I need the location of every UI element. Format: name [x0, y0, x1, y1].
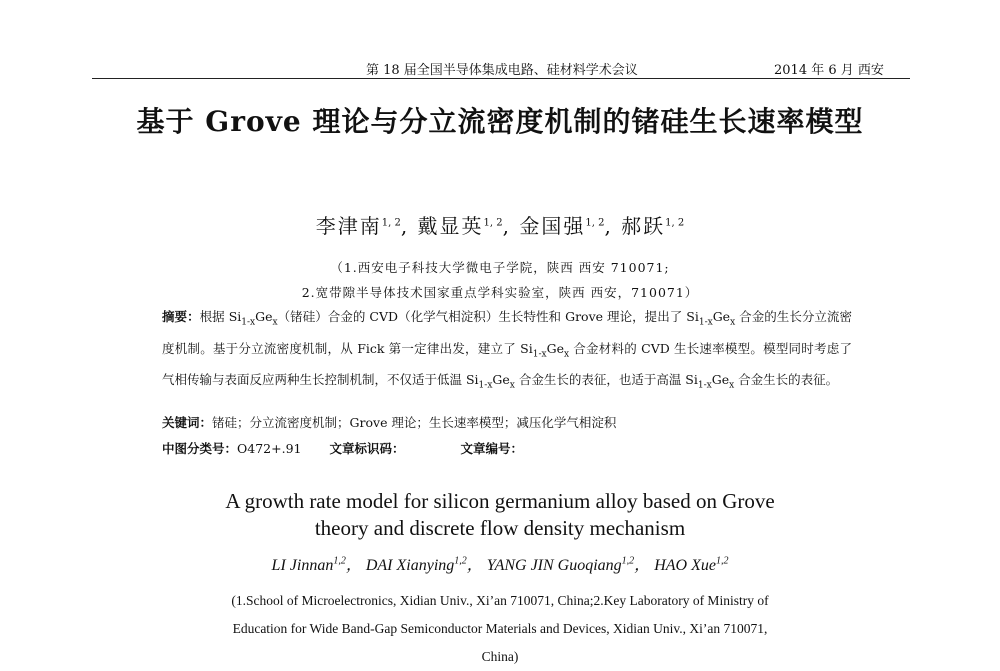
header-rule: [92, 78, 910, 79]
conference-date-place: 2014 年 6 月 西安: [774, 63, 884, 78]
author-name: LI Jinnan: [271, 557, 334, 574]
english-affiliation: [150, 587, 850, 671]
author-name: 李津南: [315, 214, 382, 238]
english-affiliation-line-3: China): [481, 649, 519, 664]
author-affiliation-mark: 1,2: [454, 555, 467, 567]
author-affiliation-mark: 1,2: [333, 555, 346, 567]
author-affiliation-mark: 1, 2: [585, 217, 605, 229]
subscript: x: [563, 349, 570, 359]
author-affiliation-mark: 1, 2: [665, 217, 685, 229]
chinese-title: 基于 Grove 理论与分立流密度机制的锗硅生长速率模型: [136, 105, 864, 138]
author-name: 金国强: [519, 214, 586, 238]
chinese-affiliation-line-2: 2.宽带隙半导体技术国家重点学科实验室，陕西 西安，710071）: [301, 285, 699, 300]
chinese-authors: 李津南$^{1, 2}$, 戴显英$^{1, 2}$, 金国强$^{1, 2}$, 郝跃$^{1, 2}$: [315, 214, 685, 238]
abstract-text: Ge: [492, 372, 510, 387]
author-affiliation-mark: 1, 2: [381, 217, 401, 229]
clc-label: 中图分类号：: [162, 441, 238, 456]
author-affiliation-mark: 1,2: [621, 555, 635, 567]
keywords: [162, 410, 852, 435]
author-name: YANG JIN Guoqiang: [486, 557, 622, 574]
subscript: 1-x: [532, 349, 547, 359]
keywords-text: 锗硅；分立流密度机制；Grove 理论；生长速率模型；减压化学气相淀积: [212, 415, 617, 430]
abstract-text: （锗硅）合金的 CVD（化学气相淀积）生长特性和 Grove 理论，提出了 Si: [277, 309, 699, 324]
abstract-text: Ge: [712, 309, 731, 324]
author-affiliation-mark: 1, 2: [483, 217, 503, 229]
english-title-line-1: A growth rate model for silicon germanium alloy based on Grove: [225, 489, 775, 513]
abstract-text: Ge: [711, 372, 730, 387]
author-name: DAI Xianying: [365, 557, 455, 574]
running-header: [0, 51, 1000, 77]
abstract-text: 合金的生长分立流密度机制。基于分立流密度机制，从 Fick 第一定律出发，建立了 Si: [162, 309, 852, 356]
abstract-text: 合金生长的表征。: [734, 372, 839, 387]
english-title: [0, 488, 1000, 542]
subscript: x: [730, 317, 736, 328]
subscript: 1-x: [697, 380, 712, 391]
english-affiliation-line-1: (1.School of Microelectronics, Xidian Univ., Xi’an 710071, China;2.Key Laboratory of Ministry of: [231, 593, 769, 608]
english-title-line-2: theory and discrete flow density mechanism: [314, 516, 686, 540]
abstract-label: 摘要：: [162, 309, 200, 324]
abstract-text: Ge: [546, 340, 564, 356]
classification-line: [162, 436, 852, 461]
author-name: HAO Xue: [654, 557, 716, 574]
keywords-label: 关键词：: [162, 415, 213, 430]
subscript: 1-x: [241, 317, 256, 328]
author-name: 郝跃: [621, 214, 666, 238]
english-affiliation-line-2: Education for Wide Band-Gap Semiconductor Materials and Devices, Xidian Univ., Xi’an 710071,: [232, 621, 768, 636]
chinese-affiliation-line-1: （1.西安电子科技大学微电子学院，陕西 西安 710071;: [330, 260, 670, 275]
subscript: x: [509, 380, 515, 391]
abstract-text: 根据 Si: [199, 309, 242, 324]
author-affiliation-mark: 1,2: [715, 555, 729, 567]
document-code-label: 文章标识码：: [329, 441, 405, 456]
author-name: 戴显英: [417, 214, 484, 238]
subscript: x: [729, 380, 735, 391]
abstract-text: 合金材料的 CVD 生长速率模型。模型同时考虑了气相传输与表面反应两种生长控制机制，不仅适于低温 Si: [162, 340, 852, 387]
subscript: 1-x: [698, 317, 713, 328]
subscript: x: [272, 317, 278, 328]
conference-name: 第 18 届全国半导体集成电路、硅材料学术会议: [366, 63, 638, 78]
abstract-text: Ge: [255, 309, 273, 324]
article-number-label: 文章编号：: [460, 441, 524, 456]
clc-value: O472+.91: [237, 441, 302, 456]
abstract-text: 合金生长的表征，也适于高温 Si: [514, 372, 698, 387]
chinese-abstract: [162, 304, 852, 399]
subscript: 1-x: [478, 380, 493, 391]
english-authors: LI Jinnan$^{1,2}$， DAI Xianying$^{1,2}$， YANG JIN Guoqiang$^{1,2}$， HAO Xue$^{1,2}$: [271, 555, 729, 574]
